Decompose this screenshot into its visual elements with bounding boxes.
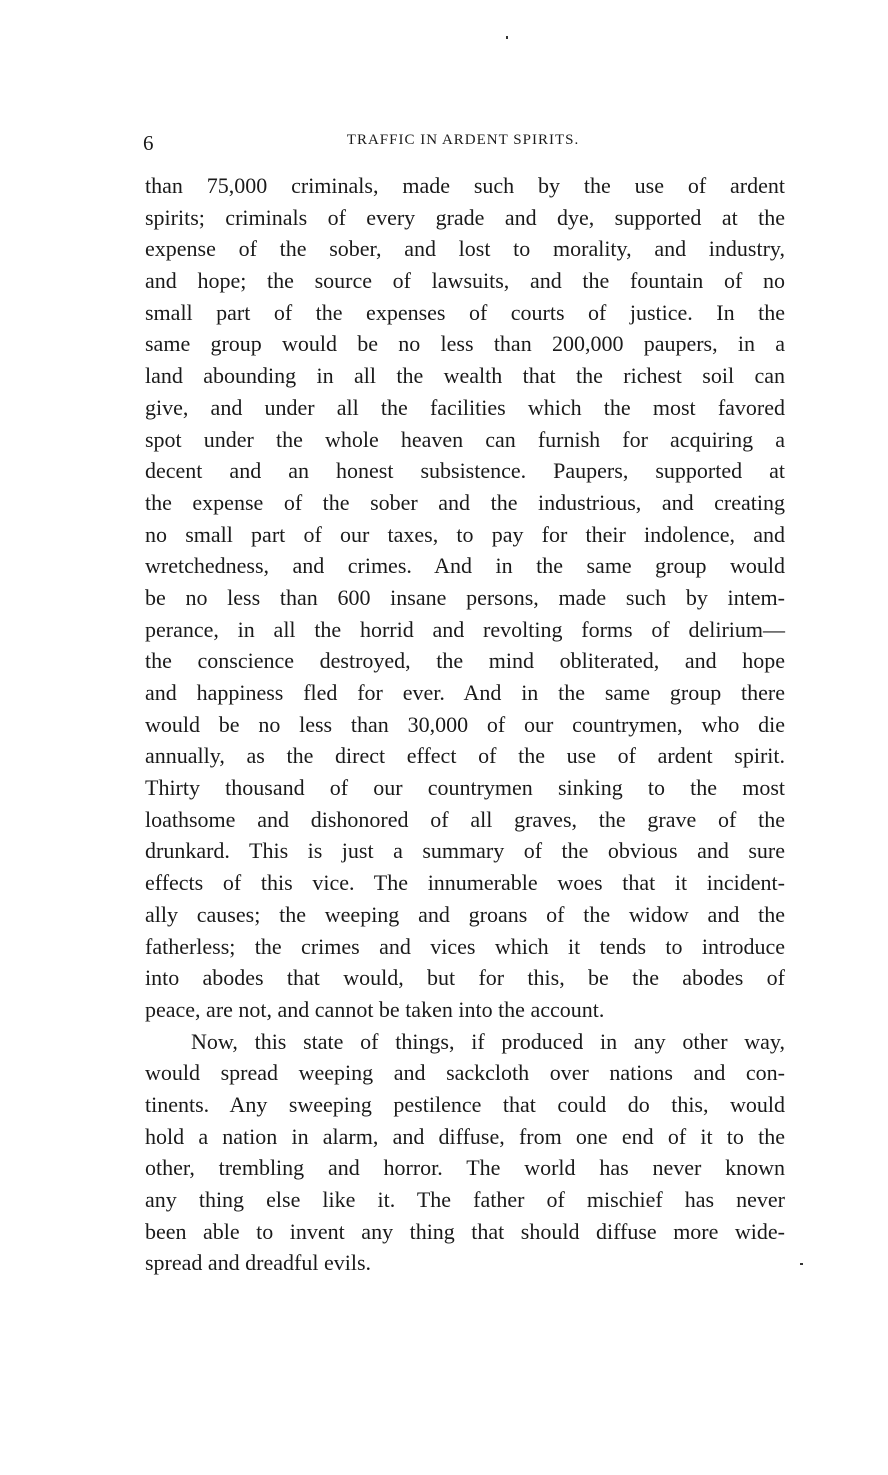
text-line: ally causes; the weeping and groans of the widow and the [145, 901, 785, 927]
paragraph-1 [145, 170, 785, 1026]
text-line: would spread weeping and sackcloth over nations and con- [145, 1060, 785, 1086]
paragraph-2 [145, 1026, 785, 1280]
text-line: any thing else like it. The father of mischief has never [145, 1187, 785, 1212]
text-line: hold a nation in alarm, and diffuse, from one end of it to the [145, 1123, 785, 1149]
body-text [145, 170, 785, 1279]
text-line: no small part of our taxes, to pay for their indolence, and [145, 521, 785, 547]
text-line: effects of this vice. The innumerable woes that it incident- [145, 870, 785, 896]
page-number: 6 [143, 131, 154, 155]
text-line: small part of the expenses of courts of justice. In the [145, 299, 785, 325]
running-title: TRAFFIC IN ARDENT SPIRITS. [346, 132, 580, 148]
text-line: tinents. Any sweeping pestilence that could do this, would [145, 1091, 785, 1117]
text-line: land abounding in all the wealth that the richest soil can [145, 363, 785, 389]
text-line: peace, are not, and cannot be taken into the account. [145, 996, 605, 1022]
text-line: decent and an honest subsistence. Paupers, supported at [145, 458, 785, 484]
text-line: drunkard. This is just a summary of the obvious and sure [145, 838, 785, 864]
text-line: the expense of the sober and the industrious, and creating [145, 489, 785, 515]
text-line: expense of the sober, and lost to morality, and industry, [145, 236, 785, 262]
text-line: give, and under all the facilities which the most favored [145, 394, 785, 420]
text-line: spot under the whole heaven can furnish for acquiring a [145, 426, 785, 452]
text-line: and happiness fled for ever. And in the same group there [145, 680, 785, 705]
text-line: Now, this state of things, if produced in any other way, [191, 1028, 785, 1054]
page-header [143, 131, 783, 155]
text-line: spread and dreadful evils. [145, 1250, 372, 1276]
scan-speck [506, 36, 508, 39]
text-line: and hope; the source of lawsuits, and the fountain of no [145, 268, 785, 294]
text-line: than 75,000 criminals, made such by the use of ardent [145, 173, 785, 198]
text-line: been able to invent any thing that should diffuse more wide- [145, 1218, 785, 1244]
text-line: same group would be no less than 200,000 paupers, in a [145, 331, 785, 357]
text-line: would be no less than 30,000 of our countrymen, who die [145, 711, 785, 737]
text-line: perance, in all the horrid and revolting forms of delirium— [145, 616, 785, 642]
scan-speck [800, 1263, 803, 1265]
text-line: the conscience destroyed, the mind obliterated, and hope [145, 648, 785, 674]
text-line: into abodes that would, but for this, be the abodes of [145, 965, 785, 991]
text-line: be no less than 600 insane persons, made such by intem- [145, 584, 785, 610]
text-line: Thirty thousand of our countrymen sinking to the most [145, 775, 785, 801]
text-line: loathsome and dishonored of all graves, the grave of the [145, 806, 785, 832]
text-line: spirits; criminals of every grade and dye, supported at the [145, 204, 785, 230]
text-line: wretchedness, and crimes. And in the same group would [145, 553, 785, 579]
text-line: annually, as the direct effect of the use of ardent spirit. [145, 743, 785, 769]
text-line: fatherless; the crimes and vices which it tends to introduce [145, 933, 785, 959]
text-line: other, trembling and horror. The world has never known [145, 1155, 785, 1181]
